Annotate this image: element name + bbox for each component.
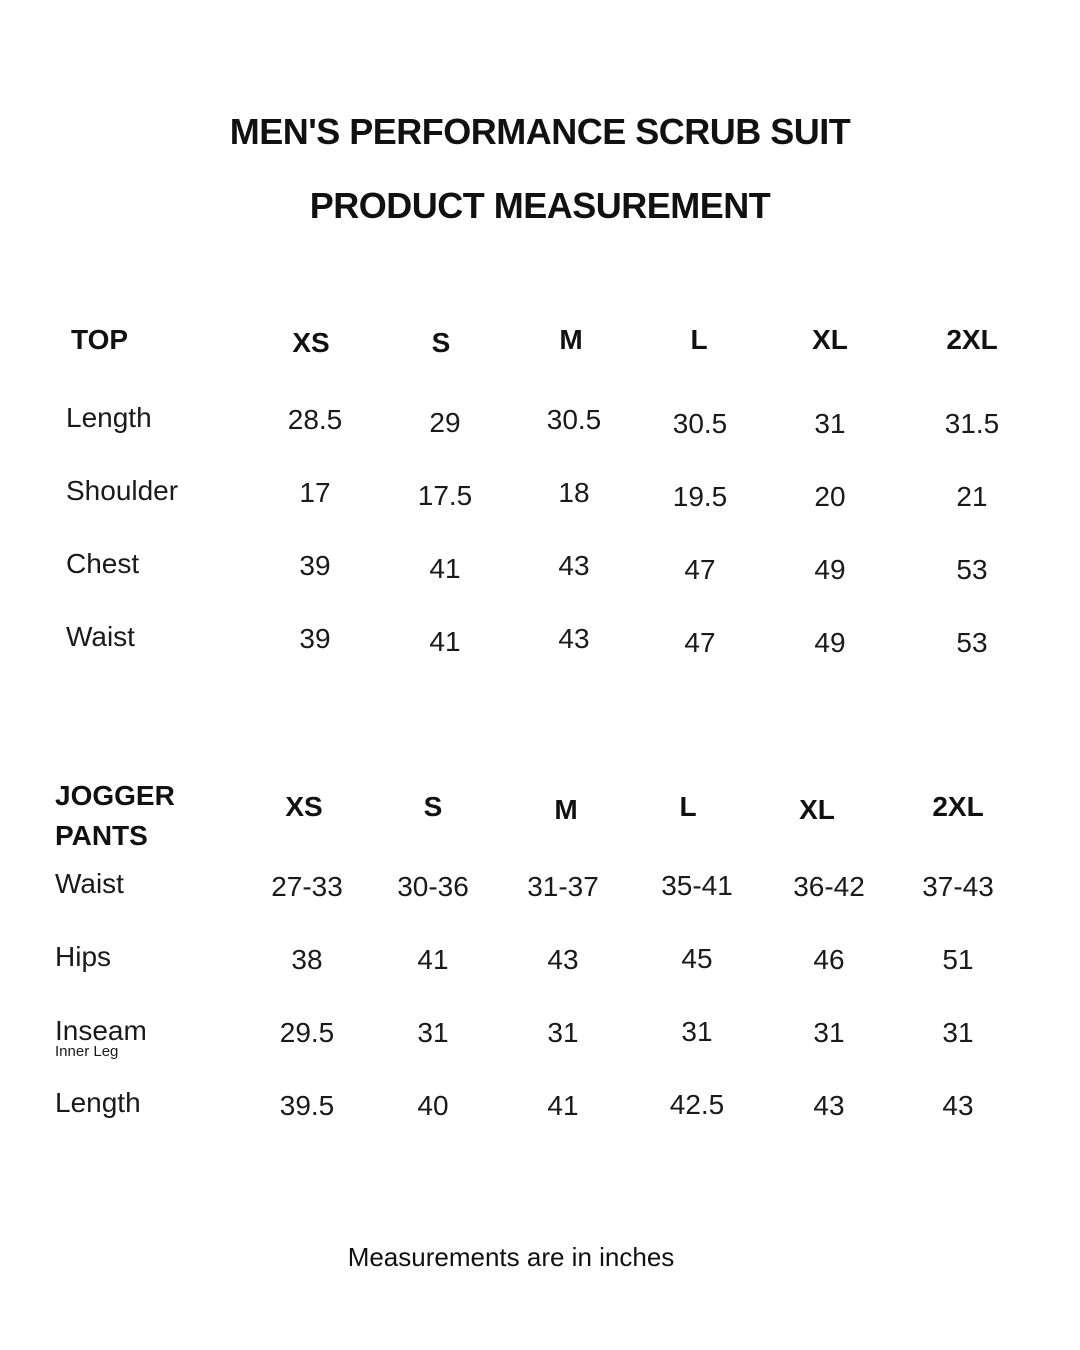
top-cell: 28.5 (287, 404, 343, 435)
pants-cell: 40 (417, 1090, 449, 1121)
pants-cell: 43 (813, 1090, 845, 1121)
pants-cell: 31-37 (527, 871, 599, 902)
pants-row-label-length: Length (55, 1087, 141, 1118)
top-cell: 41 (429, 626, 461, 657)
pants-cell: 45 (681, 943, 713, 974)
pants-row-sublabel-inseam: Inner Leg (55, 1043, 119, 1060)
pants-size-header-2xl: 2XL (932, 791, 984, 822)
top-size-header-m: M (559, 324, 583, 355)
pants-cell: 30-36 (397, 871, 469, 902)
top-cell: 17.5 (417, 480, 473, 511)
pants-cell: 31 (681, 1016, 713, 1047)
top-row-label-chest: Chest (66, 548, 140, 579)
top-size-header-s: S (431, 327, 451, 358)
pants-cell: 43 (547, 944, 579, 975)
pants-cell: 27-33 (271, 871, 343, 902)
top-cell: 30.5 (546, 404, 602, 435)
pants-section-label-line2: PANTS (55, 820, 148, 851)
top-cell: 20 (814, 481, 846, 512)
pants-row-label-hips: Hips (55, 941, 112, 972)
pants-size-header-xl: XL (799, 794, 835, 825)
top-cell: 39 (299, 623, 331, 654)
pants-cell: 35-41 (661, 870, 733, 901)
pants-cell: 29.5 (279, 1017, 335, 1048)
pants-cell: 43 (942, 1090, 974, 1121)
pants-cell: 36-42 (793, 871, 865, 902)
page-title-line2: PRODUCT MEASUREMENT (309, 185, 771, 226)
top-cell: 49 (814, 627, 846, 658)
top-cell: 17 (299, 477, 331, 508)
top-row-label-shoulder: Shoulder (66, 475, 179, 506)
page-title-line1: MEN'S PERFORMANCE SCRUB SUIT (229, 111, 851, 152)
pants-cell: 42.5 (669, 1089, 725, 1120)
pants-cell: 46 (813, 944, 845, 975)
pants-row-label-waist: Waist (55, 868, 124, 899)
pants-section-label-line1: JOGGER (55, 780, 175, 811)
pants-section-label (55, 776, 175, 856)
top-cell: 53 (956, 554, 988, 585)
top-row-label-waist: Waist (66, 621, 135, 652)
top-row-label-length: Length (66, 402, 152, 433)
pants-size-header-m: M (554, 794, 578, 825)
top-cell: 53 (956, 627, 988, 658)
pants-cell: 31 (417, 1017, 449, 1048)
top-section-label: TOP (71, 324, 129, 355)
top-cell: 30.5 (672, 408, 728, 439)
top-cell: 47 (684, 554, 716, 585)
pants-size-header-s: S (423, 791, 443, 822)
top-cell: 43 (558, 550, 590, 581)
top-cell: 21 (956, 481, 988, 512)
top-cell: 18 (558, 477, 590, 508)
top-cell: 29 (429, 407, 461, 438)
pants-cell: 39.5 (279, 1090, 335, 1121)
pants-cell: 31 (547, 1017, 579, 1048)
pants-cell: 41 (417, 944, 449, 975)
top-cell: 19.5 (672, 481, 728, 512)
top-cell: 47 (684, 627, 716, 658)
pants-cell: 51 (942, 944, 974, 975)
top-cell: 49 (814, 554, 846, 585)
pants-cell: 41 (547, 1090, 579, 1121)
top-cell: 31.5 (944, 408, 1000, 439)
top-cell: 43 (558, 623, 590, 654)
pants-cell: 38 (291, 944, 323, 975)
top-cell: 41 (429, 553, 461, 584)
pants-cell: 37-43 (922, 871, 994, 902)
pants-size-header-xs: XS (285, 791, 323, 822)
pants-cell: 31 (942, 1017, 974, 1048)
top-size-header-xl: XL (812, 324, 848, 355)
top-size-header-2xl: 2XL (946, 324, 998, 355)
pants-cell: 31 (813, 1017, 845, 1048)
top-cell: 31 (814, 408, 846, 439)
pants-size-header-l: L (679, 791, 697, 822)
footer-note: Measurements are in inches (347, 1242, 675, 1272)
top-size-header-l: L (690, 324, 708, 355)
pants-row-label-inseam: Inseam (55, 1015, 147, 1046)
top-cell: 39 (299, 550, 331, 581)
top-size-header-xs: XS (292, 327, 330, 358)
